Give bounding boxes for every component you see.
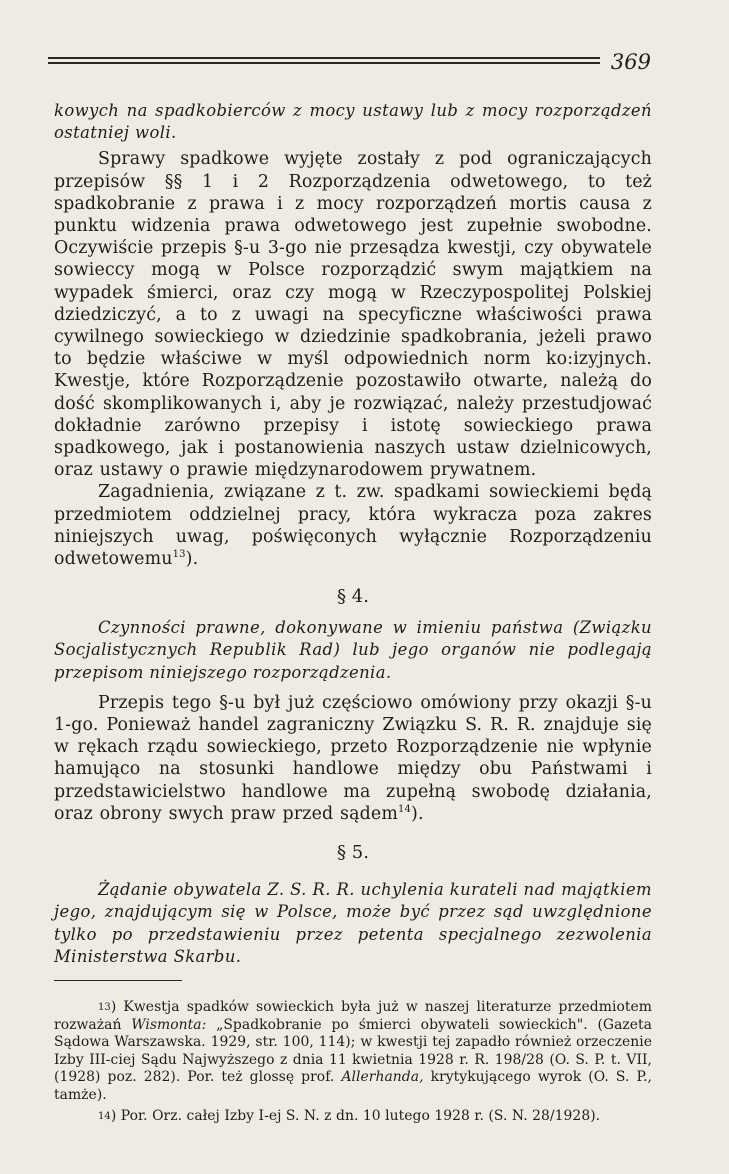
paragraph-inheritance: Sprawy spadkowe wyjęte zostały z pod ograniczających przepisów §§ 1 i 2 Rozporządzenia odwetowego, to też spadkobranie z prawa i z mocy rozporządzeń mortis causa z punktu widzenia prawa odwetowego jest zupełnie swobodne. Oczywiście przepis §-u 3-go nie przesądza kwestji, czy obywatele sowieccy mogą w Polsce rozporządzić swym majątkiem na wypadek śmierci, oraz czy mogą w Rzeczypospolitej Polskiej dziedziczyć, a to z uwagi na specyficzne właściwości prawa cywilnego sowieckiego w dziedzinie spadkobrania, jeżeli prawo to będzie właściwe w myśl odpowiednich norm ko:izyjnych. Kwestje, które Rozporządzenie pozostawiło otwarte, należą do dość skomplikowanych i, aby je rozwiązać, należy przestudjować dokładnie zarówno przepisy i istotę sowieckiego prawa spadkowego, jak i postanowienia naszych ustaw dzielnicowych, oraz ustawy o prawie międzynarodowem prywatnem. [54,149,652,481]
section-4-heading: § 4. [337,586,369,608]
footnote-13-author-2: Allerhanda, [341,1069,424,1086]
intro-italic-text: kowych na spadkobierców z mocy ustawy lub z mocy rozporządzeń ostatniej woli. [54,101,652,143]
section-5-heading: § 5. [337,842,369,864]
header-double-rule [48,57,600,69]
footnote-14 [54,1108,652,1126]
paragraph-soviet-estates [54,481,652,570]
page-number: 369 [610,50,651,74]
footnote-13 [54,999,652,1105]
footnote-13-number: 13 [98,1001,111,1013]
footnote-ref-13: 13 [172,549,186,561]
page-body [54,100,652,1126]
footnote-13-author: Wismonta: [131,1016,207,1033]
section-4-italic-provision: Czynności prawne, dokonywane w imieniu państwa (Związku Socjalistycznych Republik Rad) lub jego organów nie podlegają przepisom niniejszego rozporządzenia. [54,618,652,682]
footnote-ref-14: 14 [397,804,412,816]
footnote-13-text-b: „Spadkobranie po śmierci obywateli sowieckich". (Gazeta Sądowa Warszawska. 1929, str. 100, 114); w kwestji tej zapadło również orzeczenie Izby III-ciej Sądu Najwyższego z dnia 11 kwietnia 1928 r. R. 198/28 (O. S. P. t. VII, (1928) poz. 282). Por. też glossę prof. [54,1016,653,1086]
paragraph-soviet-estates-text: Zagadnienia, związane z t. zw. spadkami sowieckiemi będą przedmiotem oddzielnej pracy, która wykracza poza zakres niniejszych uwag, poświęconych wyłącznie Rozporządzeniu odwetowemu [54,482,652,570]
footnote-14-number: 14 [98,1111,111,1123]
paragraph-foreign-trade-end: ). [411,803,424,824]
paragraph-soviet-estates-end: ). [185,549,199,570]
footnote-13-text-c: krytykującego wyrok (O. S. P., tamże). [54,1069,653,1103]
section-5-italic-provision: Żądanie obywatela Z. S. R. R. uchylenia kurateli nad majątkiem jego, znajdującym się w Polsce, może być przez sąd uwzględnione tylko po przedstawieniu przez petenta specjalnego zezwolenia Ministerstwa Skarbu. [54,880,652,966]
footnote-14-text: ) Por. Orz. całej Izby I-ej S. N. z dn. 10 lutego 1928 r. (S. N. 28/1928). [110,1108,601,1125]
footnote-divider [54,980,182,981]
paragraph-foreign-trade-text: Przepis tego §-u był już częściowo omówiony przy okazji §-u 1-go. Ponieważ handel zagraniczny Związku S. R. R. znajduje się w rękach rządu sowieckiego, przeto Rozporządzenie nie wpłynie hamująco na stosunki handlowe między obu Państwami i przedstawicielstwo handlowe ma zupełną swobodę działania, oraz obrony swych praw przed sądem [54,692,652,824]
paragraph-foreign-trade [54,692,652,825]
footnote-13-text-a: ) Kwestja spadków sowieckich była już w naszej literaturze przedmiotem rozważań [54,998,652,1033]
